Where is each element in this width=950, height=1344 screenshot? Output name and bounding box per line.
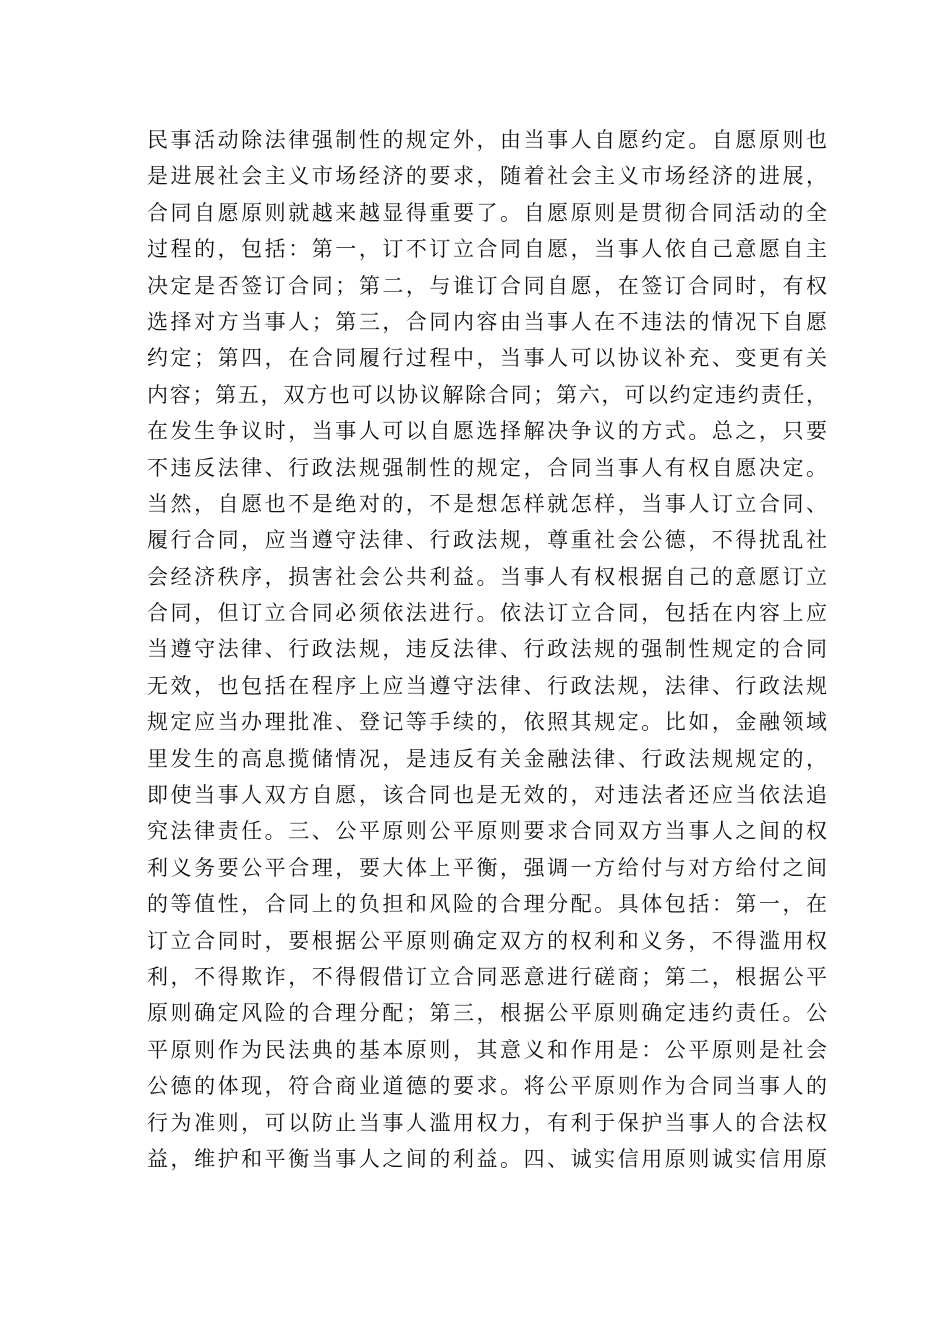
text-line: 利义务要公平合理，要大体上平衡，强调一方给付与对方给付之间	[147, 855, 827, 880]
text-line: 在发生争议时，当事人可以自愿选择解决争议的方式。总之，只要	[147, 419, 827, 444]
text-line: 选择对方当事人；第三，合同内容由当事人在不违法的情况下自愿	[147, 309, 827, 334]
text-line: 内容；第五，双方也可以协议解除合同；第六，可以约定违约责任，	[147, 382, 827, 407]
text-line: 约定；第四，在合同履行过程中，当事人可以协议补充、变更有关	[147, 346, 827, 371]
text-line: 规定应当办理批准、登记等手续的，依照其规定。比如，金融领域	[147, 710, 827, 735]
text-line: 里发生的高息揽储情况，是违反有关金融法律、行政法规规定的，	[147, 746, 827, 771]
text-line: 不违反法律、行政法规强制性的规定，合同当事人有权自愿决定。	[147, 455, 827, 480]
text-line: 民事活动除法律强制性的规定外，由当事人自愿约定。自愿原则也	[147, 128, 827, 152]
body-text	[147, 122, 827, 1177]
text-line: 公德的体现，符合商业道德的要求。将公平原则作为合同当事人的	[147, 1074, 827, 1099]
text-line: 决定是否签订合同；第二，与谁订合同自愿，在签订合同时，有权	[147, 273, 827, 298]
text-line: 平原则作为民法典的基本原则，其意义和作用是：公平原则是社会	[147, 1037, 827, 1062]
text-line: 是进展社会主义市场经济的要求，随着社会主义市场经济的进展，	[147, 164, 827, 189]
text-line: 的等值性，合同上的负担和风险的合理分配。具体包括：第一，在	[147, 892, 827, 917]
text-line: 究法律责任。三、公平原则公平原则要求合同双方当事人之间的权	[147, 819, 827, 844]
text-line: 合同自愿原则就越来越显得重要了。自愿原则是贯彻合同活动的全	[147, 200, 827, 225]
text-line: 利，不得欺诈，不得假借订立合同恶意进行磋商；第二，根据公平	[147, 964, 827, 989]
text-line: 原则确定风险的合理分配；第三，根据公平原则确定违约责任。公	[147, 1001, 827, 1026]
text-line: 当遵守法律、行政法规，违反法律、行政法规的强制性规定的合同	[147, 637, 827, 662]
text-line: 当然，自愿也不是绝对的，不是想怎样就怎样，当事人订立合同、	[147, 491, 827, 516]
text-line: 合同，但订立合同必须依法进行。依法订立合同，包括在内容上应	[147, 601, 827, 626]
text-line: 即使当事人双方自愿，该合同也是无效的，对违法者还应当依法追	[147, 783, 827, 808]
text-line: 履行合同，应当遵守法律、行政法规，尊重社会公德，不得扰乱社	[147, 528, 827, 553]
text-line: 无效，也包括在程序上应当遵守法律、行政法规，法律、行政法规	[147, 673, 827, 698]
text-line: 过程的，包括：第一，订不订立合同自愿，当事人依自己意愿自主	[147, 237, 827, 262]
text-line: 订立合同时，要根据公平原则确定双方的权利和义务，不得滥用权	[147, 928, 827, 953]
text-line: 行为准则，可以防止当事人滥用权力，有利于保护当事人的合法权	[147, 1110, 827, 1135]
text-line: 益，维护和平衡当事人之间的利益。四、诚实信用原则诚实信用原	[147, 1146, 827, 1171]
text-line: 会经济秩序，损害社会公共利益。当事人有权根据自己的意愿订立	[147, 564, 827, 589]
